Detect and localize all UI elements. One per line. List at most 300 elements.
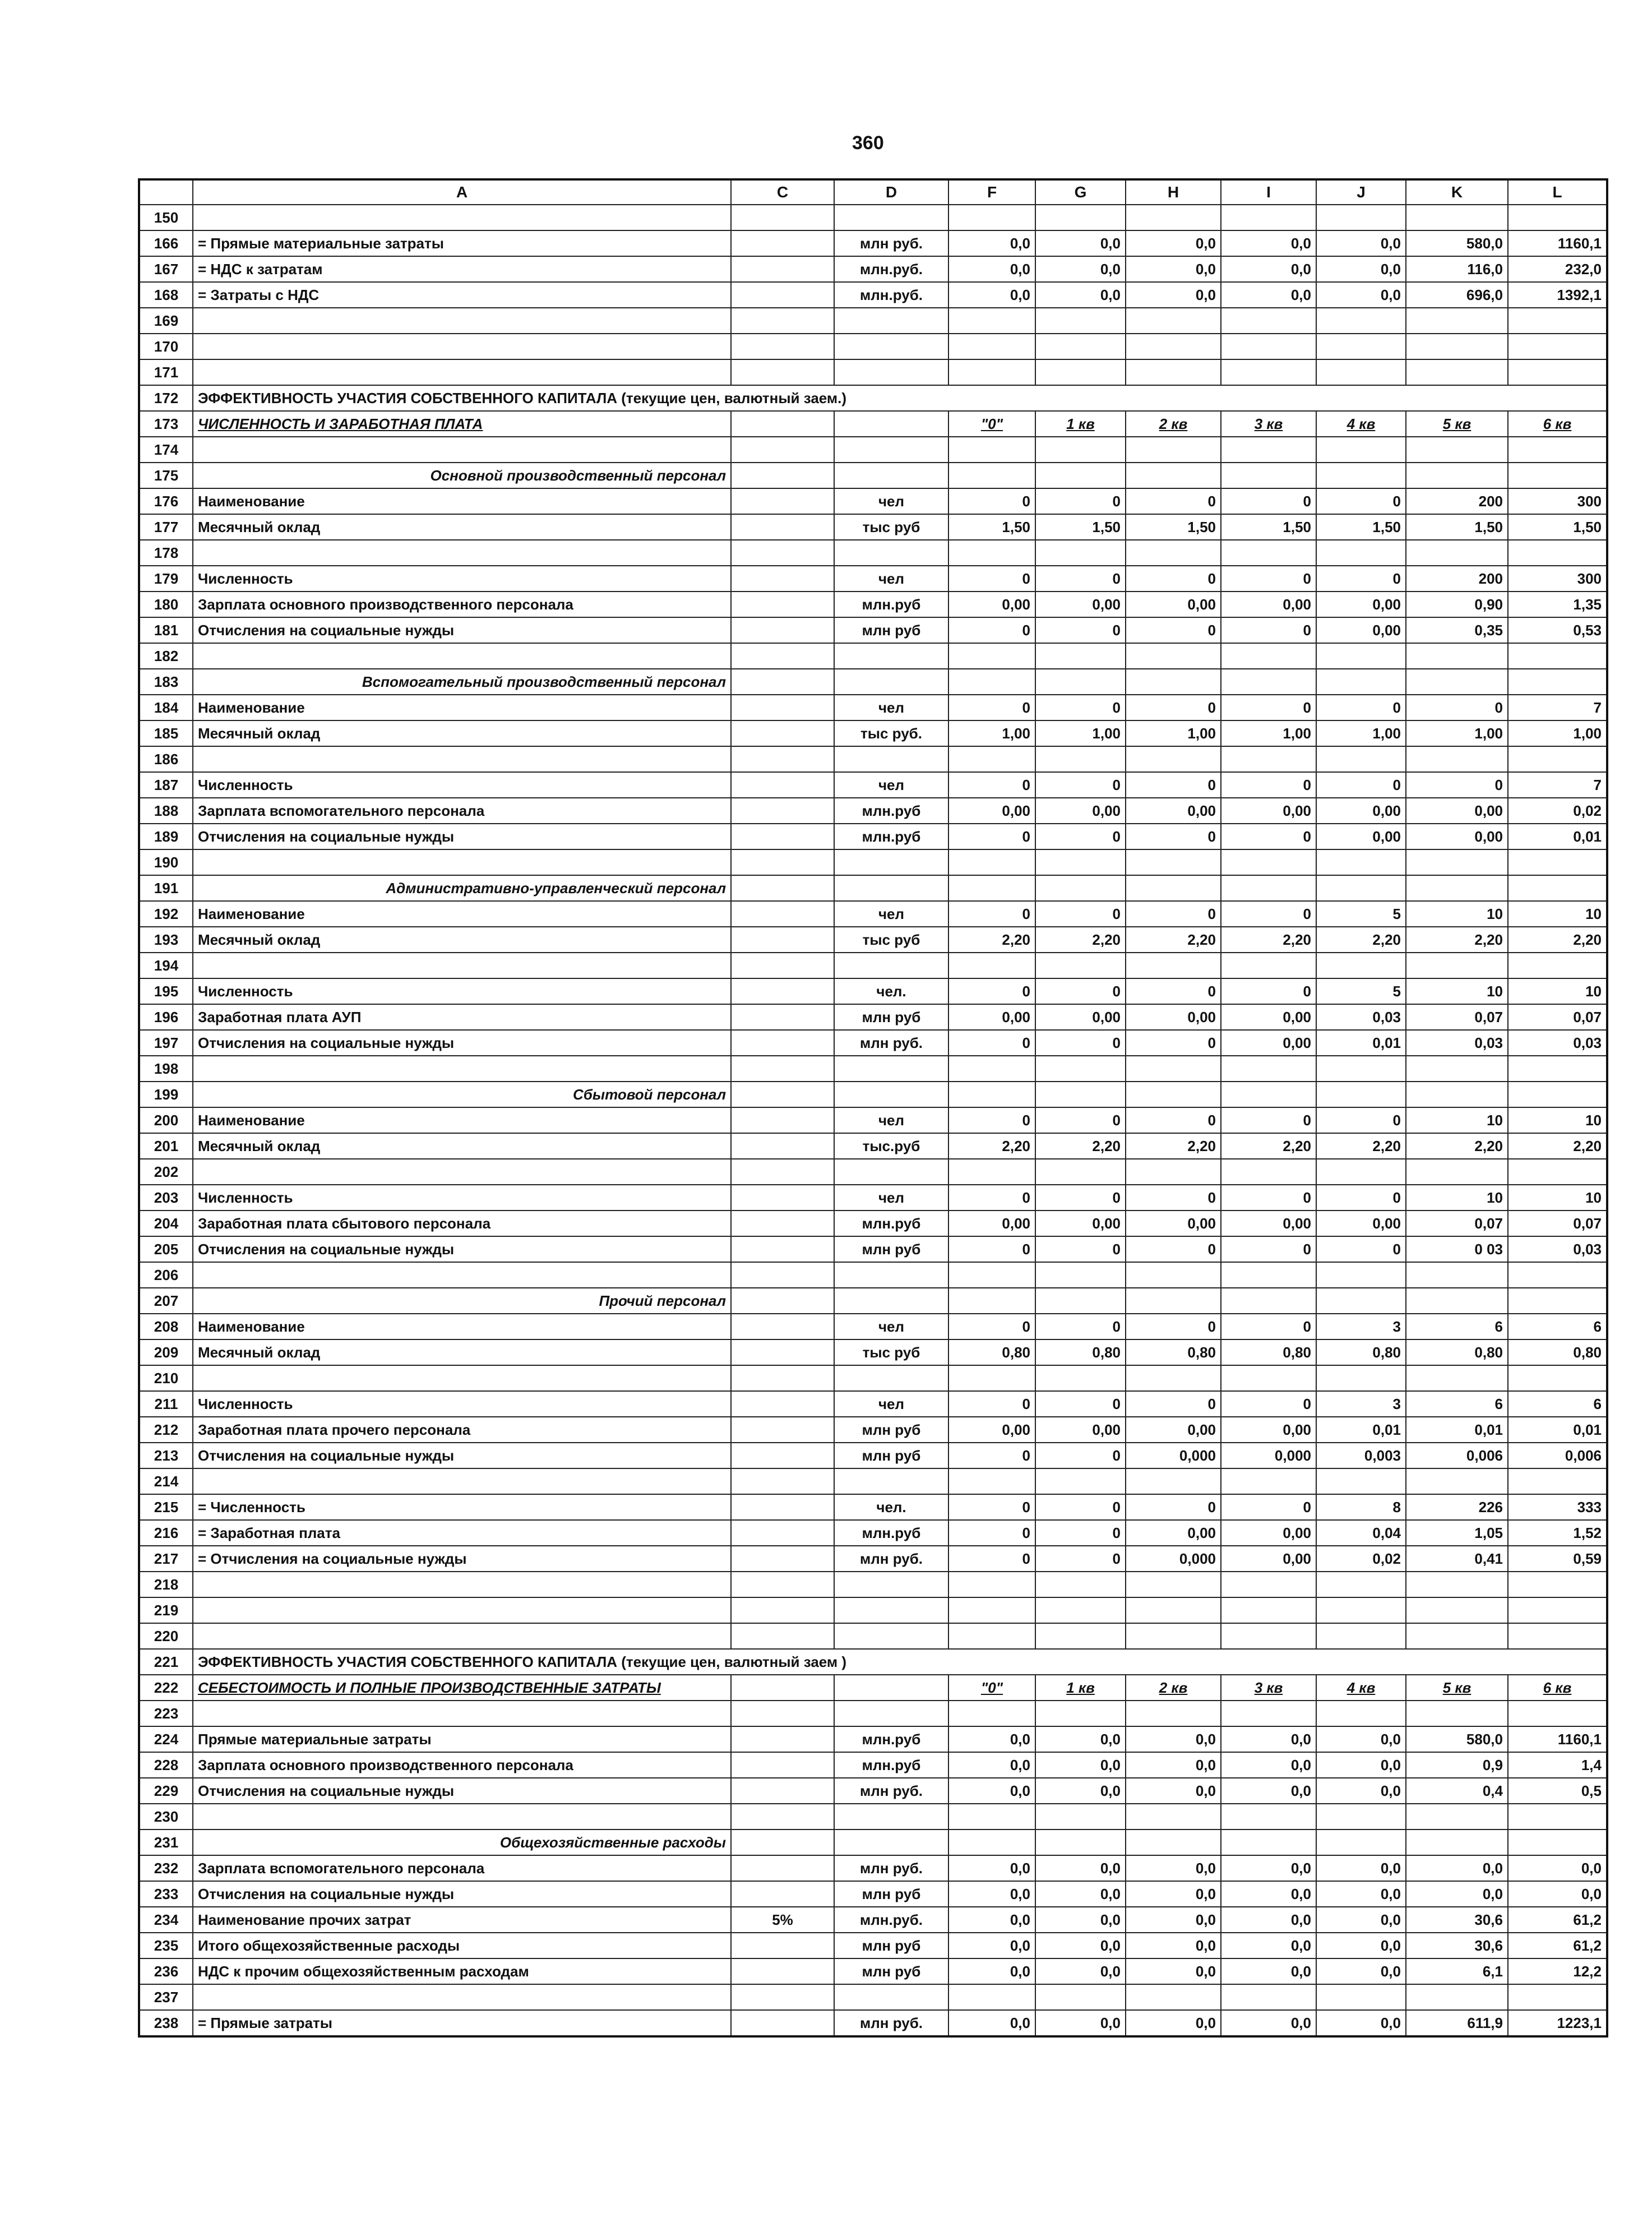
value-cell: 1,50 — [1126, 514, 1221, 540]
value-cell: 2,20 — [1126, 927, 1221, 953]
value-cell: 0 — [948, 1443, 1035, 1468]
value-cell: 30,6 — [1406, 1907, 1508, 1933]
value-cell: 2,20 — [1316, 927, 1406, 953]
value-cell: 0,80 — [1508, 1339, 1607, 1365]
empty-cell — [1221, 1056, 1316, 1082]
table-row — [139, 1933, 1607, 1958]
table-row — [139, 875, 1607, 901]
row-number: 229 — [139, 1778, 193, 1804]
empty-cell — [834, 540, 948, 566]
value-cell: 0,0 — [1035, 1958, 1126, 1984]
unit-cell: чел — [834, 695, 948, 720]
row-number: 173 — [139, 411, 193, 437]
value-cell: 0,00 — [948, 798, 1035, 824]
row-label: Наименование — [193, 488, 731, 514]
empty-cell — [1316, 359, 1406, 385]
row-number: 196 — [139, 1004, 193, 1030]
value-cell: 0 — [948, 1314, 1035, 1339]
rate-cell — [731, 978, 834, 1004]
value-cell: 0,80 — [1126, 1339, 1221, 1365]
empty-cell — [1316, 1984, 1406, 2010]
table-row — [139, 1365, 1607, 1391]
table-row — [139, 1855, 1607, 1881]
empty-cell — [1316, 1830, 1406, 1855]
rate-cell — [731, 1546, 834, 1572]
empty-cell — [1406, 1082, 1508, 1107]
empty-cell — [1126, 463, 1221, 488]
value-cell: 1,00 — [1126, 720, 1221, 746]
value-cell: 0,35 — [1406, 617, 1508, 643]
value-cell: 0 — [1126, 617, 1221, 643]
value-cell: 6 — [1508, 1391, 1607, 1417]
table-row — [139, 230, 1607, 256]
rate-cell — [731, 1107, 834, 1133]
empty-cell — [1035, 849, 1126, 875]
table-row — [139, 1572, 1607, 1597]
empty-cell — [1035, 540, 1126, 566]
section-title: ЭФФЕКТИВНОСТЬ УЧАСТИЯ СОБСТВЕННОГО КАПИТАЛА (текущие цен, валютный заем ) — [193, 1649, 1607, 1675]
value-cell: 0,0 — [1035, 1881, 1126, 1907]
value-cell: 611,9 — [1406, 2010, 1508, 2036]
period-header: 4 кв — [1316, 1675, 1406, 1701]
value-cell: 0 — [1221, 1236, 1316, 1262]
value-cell: 0 — [948, 1236, 1035, 1262]
empty-cell — [1221, 1365, 1316, 1391]
table-row — [139, 1133, 1607, 1159]
empty-cell — [193, 1597, 731, 1623]
empty-cell — [1406, 359, 1508, 385]
column-header: D — [834, 179, 948, 205]
empty-cell — [1316, 308, 1406, 334]
table-row — [139, 1288, 1607, 1314]
value-cell: 6 — [1508, 1314, 1607, 1339]
empty-cell — [1035, 875, 1126, 901]
row-label: Отчисления на социальные нужды — [193, 617, 731, 643]
empty-cell — [1406, 643, 1508, 669]
value-cell: 0 — [1035, 1391, 1126, 1417]
empty-cell — [1126, 1572, 1221, 1597]
rate-cell — [731, 1185, 834, 1211]
empty-cell — [948, 1365, 1035, 1391]
row-number: 188 — [139, 798, 193, 824]
value-cell: 1,00 — [1035, 720, 1126, 746]
row-number: 194 — [139, 953, 193, 978]
empty-cell — [834, 437, 948, 463]
rate-cell — [731, 1726, 834, 1752]
value-cell: 0 — [948, 488, 1035, 514]
value-cell: 0,0 — [1035, 1752, 1126, 1778]
period-header: 4 кв — [1316, 411, 1406, 437]
table-row — [139, 1159, 1607, 1185]
empty-cell — [1508, 334, 1607, 359]
value-cell: 0 — [1035, 1185, 1126, 1211]
table-row — [139, 798, 1607, 824]
rate-cell — [731, 1133, 834, 1159]
row-number: 170 — [139, 334, 193, 359]
row-number: 177 — [139, 514, 193, 540]
empty-cell — [1508, 669, 1607, 695]
row-number: 203 — [139, 1185, 193, 1211]
value-cell: 1,50 — [1316, 514, 1406, 540]
unit-cell: млн руб. — [834, 2010, 948, 2036]
value-cell: 2,20 — [1221, 1133, 1316, 1159]
row-number: 233 — [139, 1881, 193, 1907]
empty-cell — [1221, 540, 1316, 566]
empty-cell — [1316, 540, 1406, 566]
value-cell: 0,0 — [1221, 282, 1316, 308]
rate-cell — [731, 901, 834, 927]
row-number: 214 — [139, 1468, 193, 1494]
row-label: Численность — [193, 1391, 731, 1417]
value-cell: 0,0 — [1406, 1881, 1508, 1907]
row-number: 174 — [139, 437, 193, 463]
empty-cell — [1035, 359, 1126, 385]
row-label: Месячный оклад — [193, 1339, 731, 1365]
value-cell: 0,0 — [948, 1933, 1035, 1958]
subsection-label: Вспомогательный производственный персонал — [193, 669, 731, 695]
value-cell: 0,0 — [948, 256, 1035, 282]
column-header: I — [1221, 179, 1316, 205]
value-cell: 2,20 — [1508, 1133, 1607, 1159]
value-cell: 0,0 — [1316, 256, 1406, 282]
table-row — [139, 1649, 1607, 1675]
empty-cell — [948, 1804, 1035, 1830]
row-number: 238 — [139, 2010, 193, 2036]
empty-cell — [1508, 953, 1607, 978]
row-label: Наименование — [193, 695, 731, 720]
empty-cell — [834, 1262, 948, 1288]
empty-cell — [1316, 1572, 1406, 1597]
value-cell: 0 — [1035, 1546, 1126, 1572]
value-cell: 10 — [1508, 901, 1607, 927]
unit-cell: млн руб — [834, 1881, 948, 1907]
empty-cell — [1126, 540, 1221, 566]
empty-cell — [948, 334, 1035, 359]
value-cell: 0 — [1126, 1185, 1221, 1211]
empty-cell — [1221, 849, 1316, 875]
row-number: 231 — [139, 1830, 193, 1855]
row-number: 171 — [139, 359, 193, 385]
value-cell: 0 — [948, 1391, 1035, 1417]
value-cell: 0 — [1221, 617, 1316, 643]
value-cell: 0,02 — [1508, 798, 1607, 824]
rate-cell — [731, 1752, 834, 1778]
value-cell: 0,01 — [1406, 1417, 1508, 1443]
empty-cell — [1221, 437, 1316, 463]
empty-cell — [1406, 205, 1508, 230]
empty-cell — [1221, 1623, 1316, 1649]
table-row — [139, 488, 1607, 514]
empty-cell — [193, 308, 731, 334]
value-cell: 0,0 — [1406, 1855, 1508, 1881]
value-cell: 0,59 — [1508, 1546, 1607, 1572]
row-number: 216 — [139, 1520, 193, 1546]
value-cell: 0,000 — [1221, 1443, 1316, 1468]
empty-cell — [1316, 643, 1406, 669]
column-header: C — [731, 179, 834, 205]
empty-cell — [731, 437, 834, 463]
unit-cell: млн.руб — [834, 824, 948, 849]
period-header: 2 кв — [1126, 1675, 1221, 1701]
value-cell: 0,0 — [1126, 1958, 1221, 1984]
empty-cell — [731, 1572, 834, 1597]
unit-cell: млн руб. — [834, 1030, 948, 1056]
empty-cell — [834, 1365, 948, 1391]
row-number: 150 — [139, 205, 193, 230]
empty-cell — [193, 1623, 731, 1649]
empty-cell — [1035, 1597, 1126, 1623]
empty-cell — [193, 643, 731, 669]
row-number: 201 — [139, 1133, 193, 1159]
empty-cell — [1406, 746, 1508, 772]
value-cell: 0 — [1035, 1236, 1126, 1262]
empty-cell — [1035, 1572, 1126, 1597]
table-row — [139, 1726, 1607, 1752]
empty-cell — [1406, 1701, 1508, 1726]
empty-cell — [834, 1675, 948, 1701]
empty-cell — [731, 1056, 834, 1082]
value-cell: 0 — [1126, 695, 1221, 720]
empty-cell — [1316, 1597, 1406, 1623]
unit-cell: чел. — [834, 1494, 948, 1520]
empty-cell — [1126, 1701, 1221, 1726]
empty-cell — [1508, 1597, 1607, 1623]
row-number: 195 — [139, 978, 193, 1004]
value-cell: 0,0 — [1126, 2010, 1221, 2036]
value-cell: 0 — [1035, 488, 1126, 514]
value-cell: 0 — [1221, 1107, 1316, 1133]
empty-cell — [731, 411, 834, 437]
value-cell: 6 — [1406, 1314, 1508, 1339]
empty-cell — [731, 359, 834, 385]
empty-cell — [1508, 1468, 1607, 1494]
empty-cell — [1126, 669, 1221, 695]
value-cell: 61,2 — [1508, 1933, 1607, 1958]
period-header: 6 кв — [1508, 1675, 1607, 1701]
row-number: 197 — [139, 1030, 193, 1056]
empty-cell — [1316, 669, 1406, 695]
table-row — [139, 514, 1607, 540]
table-row — [139, 1984, 1607, 2010]
empty-cell — [1126, 334, 1221, 359]
value-cell: 0,80 — [948, 1339, 1035, 1365]
value-cell: 0 — [948, 617, 1035, 643]
spreadsheet-table — [138, 178, 1608, 2038]
empty-cell — [1221, 1597, 1316, 1623]
row-number: 175 — [139, 463, 193, 488]
value-cell: 0 — [1126, 1236, 1221, 1262]
row-number: 189 — [139, 824, 193, 849]
value-cell: 0 — [1035, 1443, 1126, 1468]
row-label: Отчисления на социальные нужды — [193, 824, 731, 849]
value-cell: 1223,1 — [1508, 2010, 1607, 2036]
value-cell: 0,0 — [1035, 1726, 1126, 1752]
value-cell: 0,0 — [1316, 1778, 1406, 1804]
value-cell: 0,0 — [948, 1855, 1035, 1881]
value-cell: 0,0 — [1316, 230, 1406, 256]
value-cell: 2,20 — [1035, 1133, 1126, 1159]
value-cell: 1,50 — [1406, 514, 1508, 540]
empty-cell — [1508, 1830, 1607, 1855]
empty-cell — [1126, 437, 1221, 463]
value-cell: 0,0 — [1035, 256, 1126, 282]
value-cell: 0,03 — [1316, 1004, 1406, 1030]
value-cell: 1,50 — [1508, 514, 1607, 540]
value-cell: 0 — [1221, 566, 1316, 592]
value-cell: 300 — [1508, 488, 1607, 514]
value-cell: 0,0 — [1508, 1855, 1607, 1881]
unit-cell: млн руб — [834, 1958, 948, 1984]
row-label: Численность — [193, 978, 731, 1004]
row-number: 184 — [139, 695, 193, 720]
empty-cell — [1316, 1082, 1406, 1107]
value-cell: 0,0 — [1316, 2010, 1406, 2036]
empty-cell — [731, 1984, 834, 2010]
empty-cell — [731, 953, 834, 978]
empty-cell — [731, 875, 834, 901]
period-header: 1 кв — [1035, 411, 1126, 437]
empty-cell — [193, 1572, 731, 1597]
value-cell: 0,0 — [1126, 1726, 1221, 1752]
table-row — [139, 463, 1607, 488]
value-cell: 0 — [1126, 566, 1221, 592]
row-label: Заработная плата сбытового персонала — [193, 1211, 731, 1236]
rate-cell — [731, 695, 834, 720]
empty-cell — [731, 1804, 834, 1830]
table-row — [139, 308, 1607, 334]
unit-cell: млн.руб — [834, 1520, 948, 1546]
period-header: "0" — [948, 1675, 1035, 1701]
value-cell: 0,41 — [1406, 1546, 1508, 1572]
empty-cell — [1406, 1365, 1508, 1391]
value-cell: 0,00 — [1406, 824, 1508, 849]
table-row — [139, 1468, 1607, 1494]
value-cell: 0,01 — [1508, 824, 1607, 849]
value-cell: 0,0 — [948, 230, 1035, 256]
rate-cell — [731, 514, 834, 540]
value-cell: 0,0 — [1126, 1933, 1221, 1958]
row-number: 190 — [139, 849, 193, 875]
period-header: "0" — [948, 411, 1035, 437]
empty-cell — [731, 540, 834, 566]
empty-cell — [1221, 334, 1316, 359]
value-cell: 0,00 — [1035, 1417, 1126, 1443]
unit-cell: млн.руб. — [834, 256, 948, 282]
value-cell: 10 — [1406, 901, 1508, 927]
empty-cell — [1508, 1365, 1607, 1391]
rate-cell — [731, 1881, 834, 1907]
value-cell: 232,0 — [1508, 256, 1607, 282]
empty-cell — [731, 1082, 834, 1107]
empty-cell — [948, 643, 1035, 669]
value-cell: 0,01 — [1508, 1417, 1607, 1443]
value-cell: 0,00 — [1316, 1211, 1406, 1236]
unit-cell: тыс руб — [834, 1339, 948, 1365]
empty-cell — [731, 669, 834, 695]
table-row — [139, 1520, 1607, 1546]
rate-cell — [731, 1236, 834, 1262]
value-cell: 0,0 — [1035, 1933, 1126, 1958]
rate-cell — [731, 1494, 834, 1520]
period-header: 1 кв — [1035, 1675, 1126, 1701]
empty-cell — [834, 463, 948, 488]
empty-cell — [1316, 953, 1406, 978]
empty-cell — [1406, 669, 1508, 695]
rate-cell — [731, 1520, 834, 1546]
empty-cell — [1316, 875, 1406, 901]
rate-cell — [731, 488, 834, 514]
value-cell: 0,0 — [948, 1907, 1035, 1933]
value-cell: 0,0 — [948, 1958, 1035, 1984]
table-row — [139, 1417, 1607, 1443]
empty-cell — [1126, 205, 1221, 230]
empty-cell — [948, 953, 1035, 978]
value-cell: 0 — [1126, 1494, 1221, 1520]
table-row — [139, 1056, 1607, 1082]
empty-cell — [948, 1572, 1035, 1597]
table-row — [139, 720, 1607, 746]
value-cell: 0,00 — [1035, 1211, 1126, 1236]
empty-cell — [834, 205, 948, 230]
value-cell: 0,0 — [1221, 256, 1316, 282]
empty-cell — [193, 1262, 731, 1288]
value-cell: 0 — [1316, 566, 1406, 592]
table-row — [139, 540, 1607, 566]
unit-cell: млн.руб — [834, 798, 948, 824]
empty-cell — [1508, 1159, 1607, 1185]
rate-cell — [731, 720, 834, 746]
empty-cell — [731, 1830, 834, 1855]
value-cell: 2,20 — [1316, 1133, 1406, 1159]
value-cell: 0,0 — [1316, 1752, 1406, 1778]
empty-cell — [193, 746, 731, 772]
row-label: = НДС к затратам — [193, 256, 731, 282]
empty-cell — [1406, 875, 1508, 901]
value-cell: 0,0 — [1126, 1907, 1221, 1933]
empty-cell — [1221, 308, 1316, 334]
empty-cell — [1406, 1804, 1508, 1830]
value-cell: 0 — [948, 978, 1035, 1004]
empty-cell — [1221, 1159, 1316, 1185]
table-row — [139, 1623, 1607, 1649]
row-label: Зарплата вспомогательного персонала — [193, 1855, 731, 1881]
value-cell: 1,50 — [1221, 514, 1316, 540]
value-cell: 0,0 — [1221, 230, 1316, 256]
value-cell: 1,50 — [948, 514, 1035, 540]
value-cell: 0 — [1035, 1030, 1126, 1056]
value-cell: 3 — [1316, 1314, 1406, 1339]
empty-cell — [1035, 1056, 1126, 1082]
value-cell: 0,006 — [1406, 1443, 1508, 1468]
empty-cell — [1406, 437, 1508, 463]
empty-cell — [834, 1572, 948, 1597]
value-cell: 226 — [1406, 1494, 1508, 1520]
table-row — [139, 849, 1607, 875]
row-number: 166 — [139, 230, 193, 256]
value-cell: 1,35 — [1508, 592, 1607, 617]
row-number: 183 — [139, 669, 193, 695]
empty-cell — [1035, 1082, 1126, 1107]
value-cell: 0 — [1126, 1107, 1221, 1133]
value-cell: 0,00 — [1221, 1546, 1316, 1572]
empty-cell — [193, 1056, 731, 1082]
row-label: Месячный оклад — [193, 927, 731, 953]
table-row — [139, 592, 1607, 617]
empty-cell — [1316, 1623, 1406, 1649]
value-cell: 61,2 — [1508, 1907, 1607, 1933]
column-header: J — [1316, 179, 1406, 205]
value-cell: 2,20 — [948, 1133, 1035, 1159]
